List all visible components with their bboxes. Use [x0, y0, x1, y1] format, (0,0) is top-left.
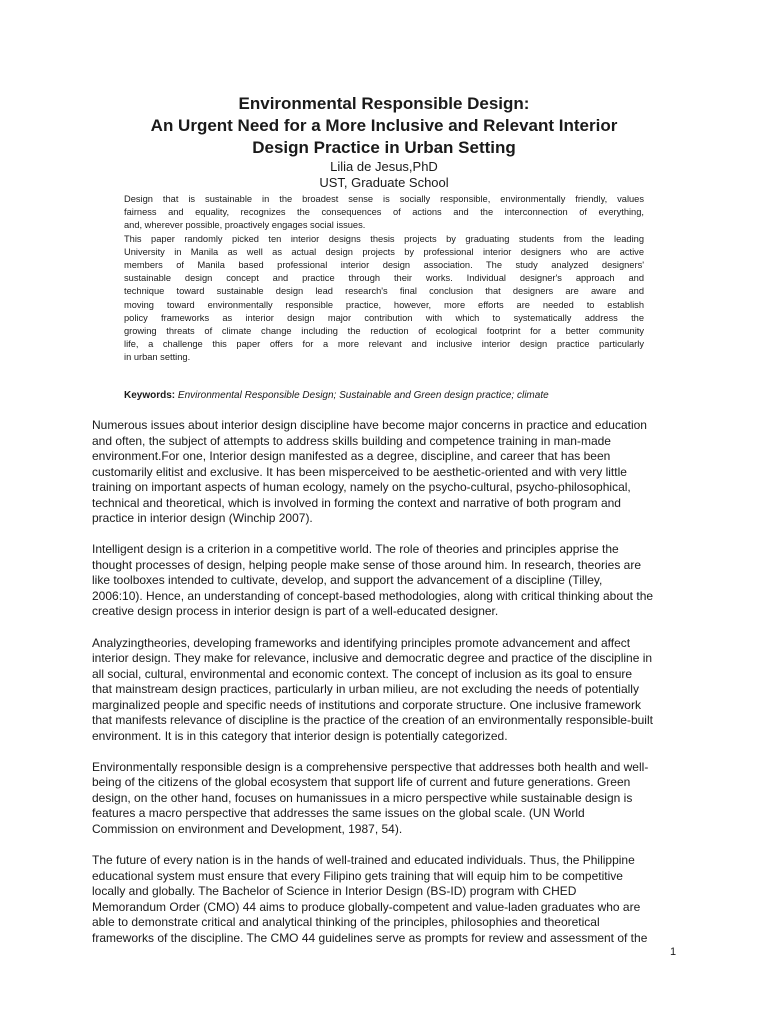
abstract-line: policy frameworks as interior design major contribution with which to systematically address the: [124, 312, 644, 323]
body-line: thought processes of design, helping people make sense of those around him. In research, theories are: [92, 557, 642, 572]
body-line: marginalized people and specific needs of institutions and corporate structure. One inclusive framework: [92, 697, 641, 712]
body-line: customarily elitist and exclusive. It has been misperceived to be aesthetic-oriented and with very little: [92, 464, 627, 479]
paper-title-line-3: Design Practice in Urban Setting: [252, 138, 516, 157]
keywords-text: Environmental Responsible Design; Sustainable and Green design practice; climate: [175, 390, 549, 401]
body-line: environment. It is in this category that interior design is potentially categorized.: [92, 728, 508, 743]
author-affiliation: UST, Graduate School: [319, 175, 449, 190]
body-line: Environmentally responsible design is a comprehensive perspective that addresses both health and well-: [92, 759, 649, 774]
body-line: Numerous issues about interior design discipline have become major concerns in practice and education: [92, 418, 647, 432]
keywords-label: Keywords:: [124, 390, 176, 401]
body-line: all social, cultural, environmental and economic context. The concept of inclusion as its goal to ensure: [92, 666, 633, 681]
body-line: able to demonstrate critical and analytical thinking of the principles, philosophies and theoretical: [92, 915, 600, 930]
body-line: practice in interior design (Winchip 2007).: [92, 511, 313, 525]
body-line: training on important aspects of human ecology, namely on the psycho-cultural, psycho-philosophical,: [92, 480, 631, 494]
paper-title-line-2: An Urgent Need for a More Inclusive and Relevant Interior: [150, 116, 618, 135]
body-line: educational system must ensure that every Filipino gets training that will equip him to be competitive: [92, 868, 623, 883]
body-line: being of the citizens of the global ecosystem that support life of current and future generations. Green: [92, 775, 631, 790]
paper-title-line-1: Environmental Responsible Design:: [238, 94, 530, 113]
body-line: like toolboxes intended to cultivate, develop, and support the advancement of a discipline (Tilley,: [92, 573, 603, 588]
abstract-line: This paper randomly picked ten interior designs thesis projects by graduating students from the leading: [124, 233, 644, 244]
body-line: Analyzingtheories, developing frameworks and identifying principles promote advancement and affect: [92, 635, 631, 650]
body-paragraph: [92, 418, 682, 527]
body-paragraph: [92, 636, 682, 745]
body-line: design, on the other hand, focuses on humanissues in a micro perspective while sustainable design is: [92, 790, 633, 805]
author-name: Lilia de Jesus,PhD: [330, 159, 438, 174]
body-line: that mainstream design practices, particularly in urban milieu, are not excluding the needs of potentially: [92, 682, 639, 697]
title-block: [0, 93, 768, 191]
body-paragraph: [92, 760, 682, 838]
abstract-line: moving toward environmentally responsible practice, however, more efforts are needed to establish: [124, 299, 644, 310]
body-line: frameworks of the discipline. The CMO 44 guidelines serve as prompts for review and assessment of the: [92, 930, 648, 945]
abstract-line: members of Manila based professional interior design association. The study analyzed designers': [124, 260, 644, 271]
abstract-line: and, wherever possible, proactively engages social issues.: [124, 220, 366, 231]
body-line: Intelligent design is a criterion in a competitive world. The role of theories and principles apprise the: [92, 542, 619, 557]
body-line: 2006:10). Hence, an understanding of concept-based methodologies, along with critical thinking about the: [92, 588, 654, 603]
body-text: [92, 418, 682, 962]
body-line: features a macro perspective that addresses the same issues on the global scale. (UN World: [92, 806, 585, 821]
abstract-line: University in Manila as well as actual design projects by professional interior designers who are active: [124, 246, 644, 257]
page-number: 1: [670, 946, 677, 958]
abstract-line: technique toward sustainable design lead research's final conclusion that designers are aware and: [124, 286, 644, 297]
body-line: environment.For one, Interior design manifested as a degree, discipline, and career that has been: [92, 449, 611, 463]
body-paragraph: [92, 542, 682, 620]
body-line: Memorandum Order (CMO) 44 aims to produce globally-competent and value-laden graduates who are: [92, 899, 641, 914]
abstract-line: sustainable design concept and practice through their works. Individual designer's approach and: [124, 273, 644, 284]
abstract-line: fairness and equality, recognizes the consequences of actions and the interconnection of everything,: [124, 207, 644, 218]
body-line: The future of every nation is in the hands of well-trained and educated individuals. Thus, the Philippine: [92, 853, 635, 868]
body-line: technical and theoretical, which is involved in forming the context and narrative of both program and: [92, 495, 621, 510]
body-paragraph: [92, 853, 682, 946]
body-line: creative design process in interior design is part of a well-educated designer.: [92, 604, 499, 619]
abstract-line: life, a challenge this paper offers for a more relevant and inclusive interior design practice particularly: [124, 339, 644, 350]
body-line: Commission on environment and Development, 1987, 54).: [92, 821, 403, 836]
abstract: [124, 193, 644, 365]
body-line: and often, the subject of attempts to address skills building and competence training in man-made: [92, 433, 611, 448]
body-line: interior design. They make for relevance, inclusive and democratic degree and practice of the discipline in: [92, 651, 653, 666]
body-line: that manifests relevance of discipline is the practice of the creation of an environmentally responsible-built: [92, 713, 653, 728]
abstract-line: in urban setting.: [124, 352, 191, 363]
keywords: [124, 389, 549, 402]
abstract-line: growing threats of climate change including the reduction of ecological footprint for a better community: [124, 326, 644, 337]
body-line: locally and globally. The Bachelor of Science in Interior Design (BS-ID) program with CHED: [92, 884, 577, 899]
abstract-line: Design that is sustainable in the broadest sense is socially responsible, environmentally friendly, values: [124, 194, 644, 204]
